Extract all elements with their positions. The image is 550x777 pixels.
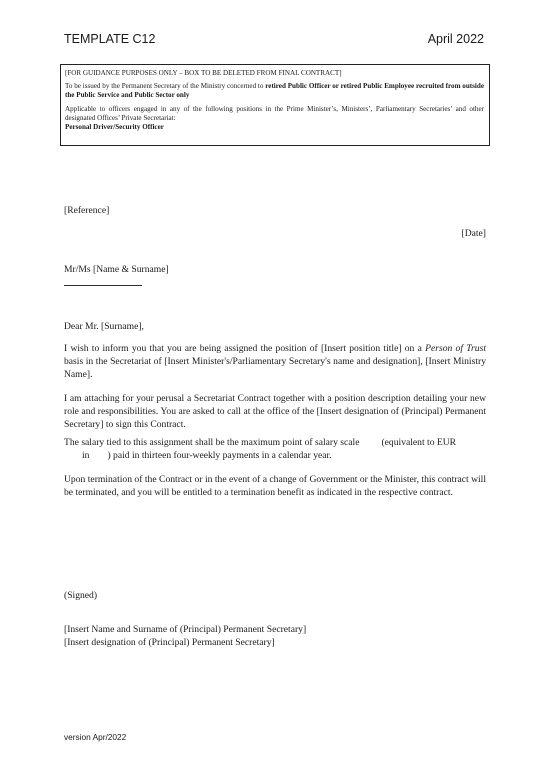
p3-text-d: ) paid in thirteen four-weekly payments in a calendar year.: [107, 450, 332, 461]
footer-version: version Apr/2022: [64, 732, 127, 742]
header-date: April 2022: [427, 32, 484, 46]
salutation: Dear Mr. [Surname],: [64, 321, 144, 332]
paragraph-assignment: [64, 342, 486, 381]
p1-text-a: I wish to inform you that you are being assigned the position of [Insert position title] on a: [64, 343, 426, 354]
addressee-underline: [64, 285, 142, 286]
paragraph-contract: [64, 392, 486, 431]
header-template-id: TEMPLATE C12: [64, 32, 156, 46]
signatory-name: [Insert Name and Surname of (Principal) Permanent Secretary]: [64, 624, 307, 635]
p3-text-b: (equivalent to EUR: [381, 437, 457, 448]
guidance-issuer: [65, 82, 484, 100]
p3-text-a: The salary tied to this assignment shall be the maximum point of salary scale: [64, 437, 360, 448]
letter-date: [Date]: [461, 228, 486, 239]
guidance-title: [FOR GUIDANCE PURPOSES ONLY – BOX TO BE DELETED FROM FINAL CONTRACT]: [65, 69, 342, 77]
p2-text: I am attaching for your perusal a Secretariat Contract together with a position description detailing your new role and responsibilities. You are asked to call at the office of the [Insert designation of (Principal) Permanent Secretary] to sign this Contract.: [64, 393, 486, 430]
addressee: Mr/Ms [Name & Surname]: [64, 264, 169, 275]
guidance-issuer-text: To be issued by the Permanent Secretary of the Ministry concerned to: [65, 82, 266, 91]
guidance-position: Personal Driver/Security Officer: [65, 123, 164, 132]
guidance-issuer-bold: retired Public Officer or retired Public Employee recruited from outside the Public Service and Public Sector only: [65, 82, 484, 100]
paragraph-salary: [64, 436, 486, 462]
p3-text-c: in: [82, 450, 90, 461]
guidance-applicability: [65, 105, 484, 133]
guidance-box: [60, 64, 490, 146]
p4-text: Upon termination of the Contract or in the event of a change of Government or the Minister, this contract will be terminated, and you will be entitled to a termination benefit as indicated in the respective contract.: [64, 474, 486, 498]
signed-label: (Signed): [64, 590, 98, 601]
p1-text-b: basis in the Secretariat of [Insert Minister's/Parliamentary Secretary's name and designation], [Insert Ministry Name].: [64, 356, 486, 380]
guidance-applicability-text: Applicable to officers engaged in any of the following positions in the Prime Minister’s, Ministers’, Parliamentary Secretaries’ and other designated Offices’ Private Secretariat:: [65, 104, 484, 122]
reference: [Reference]: [64, 205, 110, 216]
signatory-designation: [Insert designation of (Principal) Permanent Secretary]: [64, 637, 275, 648]
p1-italic: Person of Trust: [425, 343, 486, 354]
paragraph-termination: [64, 473, 486, 499]
